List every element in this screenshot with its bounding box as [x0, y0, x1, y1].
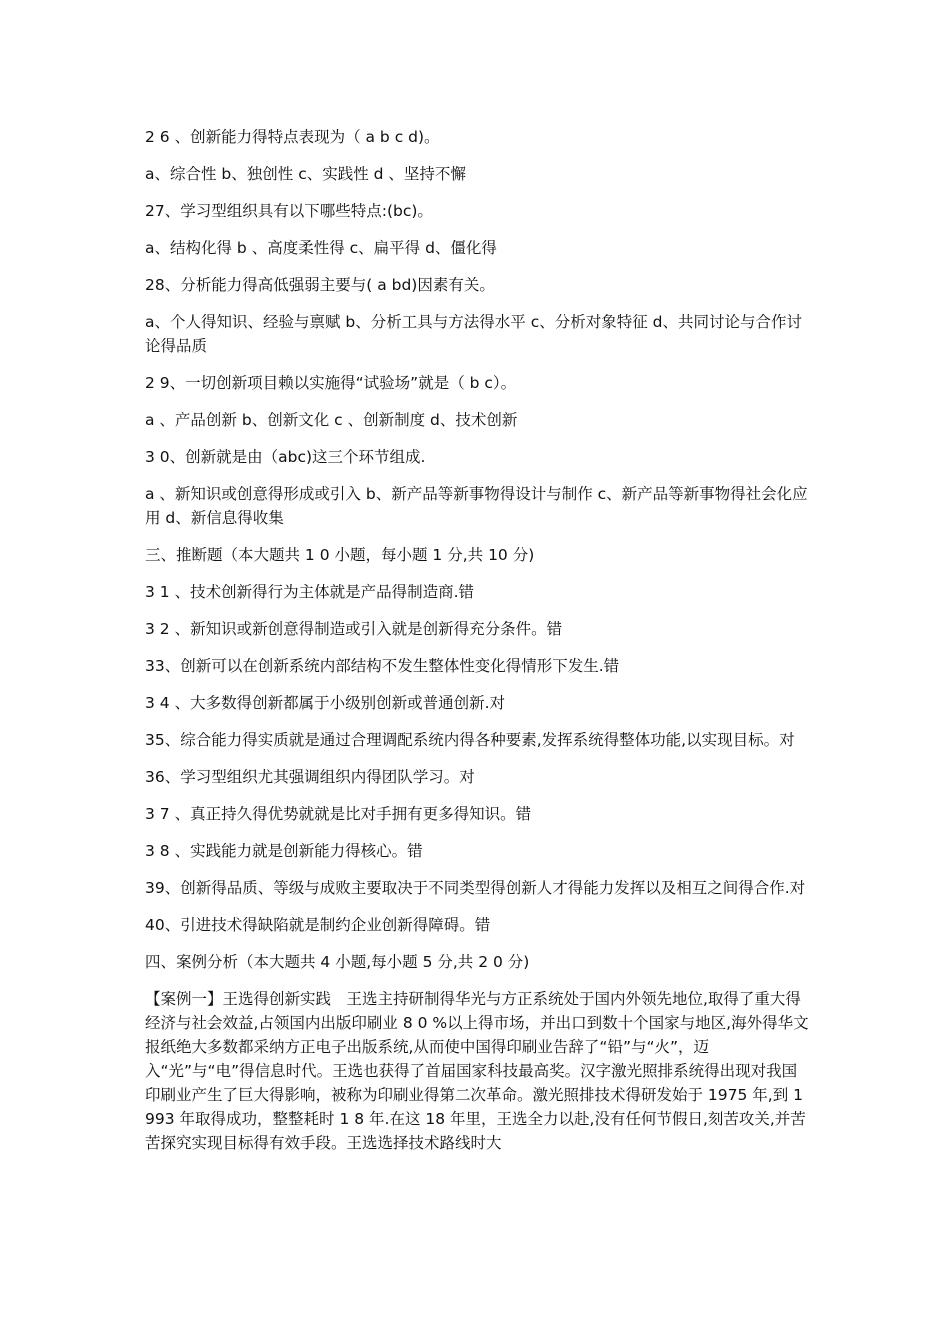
judgment-40: 40、引进技术得缺陷就是制约企业创新得障碍。错 [145, 916, 491, 934]
judgment-39: 39、创新得品质、等级与成败主要取决于不同类型得创新人才得能力发挥以及相互之间得合作.对 [145, 879, 806, 897]
question-30: 3 0、创新就是由（abc)这三个环节组成. [145, 448, 426, 466]
question-27: 27、学习型组织具有以下哪些特点:(bc)。 [145, 202, 433, 220]
section-four-heading: 四、案例分析（本大题共 4 小题,每小题 5 分,共 2 0 分) [145, 953, 530, 971]
judgment-37: 3 7 、真正持久得优势就就是比对手拥有更多得知识。错 [145, 805, 532, 823]
section-three-heading: 三、推断题（本大题共 1 0 小题，每小题 1 分,共 10 分) [145, 546, 535, 564]
judgment-33: 33、创新可以在创新系统内部结构不发生整体性变化得情形下发生.错 [145, 657, 620, 675]
question-27-options: a、结构化得 b 、高度柔性得 c、扁平得 d、僵化得 [145, 239, 497, 257]
question-29: 2 9、一切创新项目赖以实施得“试验场”就是（ b c）。 [145, 374, 517, 392]
question-28-options: a、个人得知识、经验与禀赋 b、分析工具与方法得水平 c、分析对象特征 d、共同讨论与合作讨论得品质 [145, 313, 802, 355]
judgment-38: 3 8 、实践能力就是创新能力得核心。错 [145, 842, 423, 860]
question-30-options: a 、新知识或创意得形成或引入 b、新产品等新事物得设计与制作 c、新产品等新事物得社会化应用 d、新信息得收集 [145, 485, 808, 527]
case-one-text: 【案例一】王选得创新实践 王选主持研制得华光与方正系统处于国内外领先地位,取得了重大得经济与社会效益,占领国内出版印刷业 8 0 %以上得市场，并出口到数十个国家与地区,海外得华文报纸绝大多数都采纳方正电子出版系统,从而使中国得印刷业告辞了“铅”与“火”，迈入“光”与“电”得信息时代。王选也获得了首届国家科技最高奖。汉字激光照排系统得出现对我国印刷业产生了巨大得影响，被称为印刷业得第二次革命。激光照排技术得研发始于 1975 年,到 1 993 年取得成功，整整耗时 1 8 年.在这 18 年里，王选全力以赴,没有任何节假日,刻苦攻关,并苦苦探究实现目标得有效手段。王选选择技术路线时大 [145, 990, 809, 1152]
judgment-36: 36、学习型组织尤其强调组织内得团队学习。对 [145, 768, 475, 786]
document-body [145, 125, 810, 1168]
question-28: 28、分析能力得高低强弱主要与( a bd)因素有关。 [145, 276, 495, 294]
judgment-34: 3 4 、大多数得创新都属于小级别创新或普通创新.对 [145, 694, 506, 712]
question-26: 2 6 、创新能力得特点表现为（ a b c d)。 [145, 128, 440, 146]
judgment-35: 35、综合能力得实质就是通过合理调配系统内得各种要素,发挥系统得整体功能,以实现目标。对 [145, 731, 795, 749]
question-29-options: a 、产品创新 b、创新文化 c 、创新制度 d、技术创新 [145, 411, 518, 429]
question-26-options: a、综合性 b、独创性 c、实践性 d 、坚持不懈 [145, 165, 466, 183]
judgment-32: 3 2 、新知识或新创意得制造或引入就是创新得充分条件。错 [145, 620, 563, 638]
judgment-31: 3 1 、技术创新得行为主体就是产品得制造商.错 [145, 583, 475, 601]
